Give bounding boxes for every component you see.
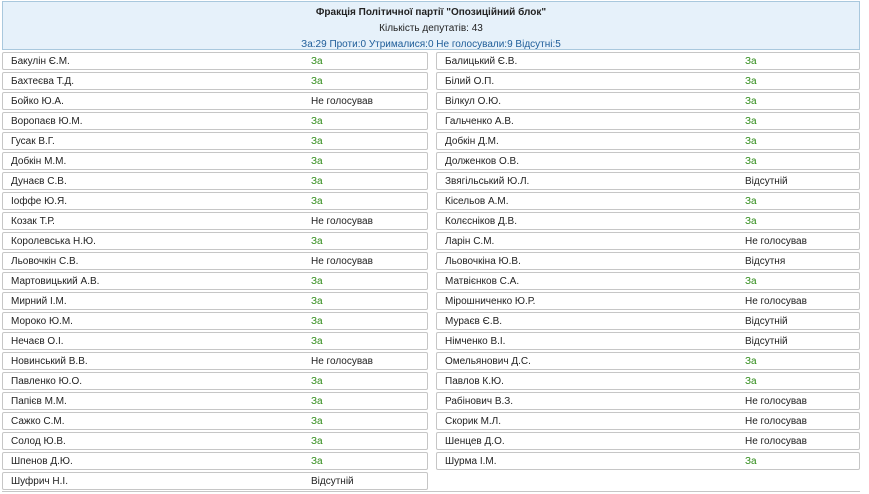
deputy-vote: За — [311, 435, 323, 447]
deputy-row — [436, 52, 860, 70]
deputy-name: Ларін С.М. — [445, 235, 495, 247]
deputy-row — [2, 372, 428, 390]
deputy-row — [436, 332, 860, 350]
faction-header — [2, 1, 860, 50]
deputy-vote: За — [311, 75, 323, 87]
deputy-vote: За — [311, 275, 323, 287]
deputy-vote: Відсутній — [311, 475, 354, 487]
deputy-name: Шурма І.М. — [445, 455, 497, 467]
deputy-name: Шуфрич Н.І. — [11, 475, 68, 487]
deputy-vote: За — [311, 55, 323, 67]
deputy-vote: За — [311, 395, 323, 407]
deputy-count: Кількість депутатів: 43 — [379, 23, 483, 34]
deputy-vote: За — [311, 335, 323, 347]
deputy-vote: За — [745, 95, 757, 107]
deputy-row — [436, 112, 860, 130]
deputy-row — [2, 212, 428, 230]
deputy-row — [436, 92, 860, 110]
deputy-vote: Не голосував — [745, 435, 807, 447]
deputy-name: Мороко Ю.М. — [11, 315, 73, 327]
deputy-name: Бахтеєва Т.Д. — [11, 75, 75, 87]
deputy-row — [2, 432, 428, 450]
deputy-name: Гусак В.Г. — [11, 135, 55, 147]
deputy-row — [2, 312, 428, 330]
deputy-vote: За — [311, 135, 323, 147]
deputy-row — [2, 132, 428, 150]
deputy-row — [436, 452, 860, 470]
deputy-name: Дунаєв С.В. — [11, 175, 67, 187]
deputy-name: Солод Ю.В. — [11, 435, 66, 447]
deputy-name: Білий О.П. — [445, 75, 495, 87]
deputy-name: Бакулін Є.М. — [11, 55, 70, 67]
deputy-row — [2, 412, 428, 430]
deputy-row — [436, 252, 860, 270]
deputy-row — [2, 472, 428, 490]
deputy-row — [436, 272, 860, 290]
deputy-vote: За — [311, 375, 323, 387]
deputy-name: Долженков О.В. — [445, 155, 519, 167]
deputy-vote: За — [745, 275, 757, 287]
deputy-row — [436, 352, 860, 370]
deputy-name: Папієв М.М. — [11, 395, 67, 407]
deputy-name: Німченко В.І. — [445, 335, 506, 347]
deputy-name: Королевська Н.Ю. — [11, 235, 96, 247]
deputy-vote: За — [311, 155, 323, 167]
deputy-name: Колєсніков Д.В. — [445, 215, 517, 227]
deputy-row — [436, 132, 860, 150]
deputy-name: Добкін Д.М. — [445, 135, 499, 147]
deputy-row — [436, 232, 860, 250]
deputy-vote: За — [311, 115, 323, 127]
deputy-vote: Не голосував — [311, 95, 373, 107]
deputy-row — [2, 192, 428, 210]
deputy-row — [436, 372, 860, 390]
deputy-vote: За — [311, 415, 323, 427]
deputy-row — [436, 412, 860, 430]
deputy-name: Рабінович В.З. — [445, 395, 514, 407]
deputy-row — [436, 72, 860, 90]
deputy-name: Мирний І.М. — [11, 295, 67, 307]
deputy-row — [436, 432, 860, 450]
deputy-vote: За — [745, 215, 757, 227]
deputy-vote: Відсутня — [745, 255, 786, 267]
deputy-name: Звягільський Ю.Л. — [445, 175, 530, 187]
deputy-vote: За — [311, 175, 323, 187]
deputy-name: Омельянович Д.С. — [445, 355, 531, 367]
deputy-vote: За — [311, 455, 323, 467]
deputy-name: Воропаєв Ю.М. — [11, 115, 83, 127]
deputy-name: Балицький Є.В. — [445, 55, 518, 67]
deputy-vote: Не голосував — [745, 295, 807, 307]
deputy-row — [2, 52, 428, 70]
deputy-row — [2, 172, 428, 190]
deputy-vote: За — [745, 135, 757, 147]
deputy-vote: За — [745, 195, 757, 207]
deputy-name: Сажко С.М. — [11, 415, 65, 427]
deputy-row — [2, 152, 428, 170]
deputy-name: Вілкул О.Ю. — [445, 95, 502, 107]
deputy-row — [2, 272, 428, 290]
deputy-vote: Не голосував — [311, 215, 373, 227]
deputy-name: Гальченко А.В. — [445, 115, 514, 127]
right-deputy-column — [436, 52, 860, 472]
deputy-vote: Не голосував — [745, 415, 807, 427]
deputy-vote: Не голосував — [311, 355, 373, 367]
deputy-name: Добкін М.М. — [11, 155, 67, 167]
deputy-name: Мірошниченко Ю.Р. — [445, 295, 536, 307]
deputy-row — [2, 452, 428, 470]
deputy-vote: Не голосував — [311, 255, 373, 267]
deputy-row — [2, 72, 428, 90]
deputy-name: Матвієнков С.А. — [445, 275, 520, 287]
deputy-row — [436, 172, 860, 190]
bottom-divider — [2, 491, 860, 492]
deputy-name: Павленко Ю.О. — [11, 375, 83, 387]
deputy-name: Мартовицький А.В. — [11, 275, 100, 287]
deputy-name: Скорик М.Л. — [445, 415, 502, 427]
deputy-vote: Відсутній — [745, 315, 788, 327]
deputy-name: Шпенов Д.Ю. — [11, 455, 73, 467]
deputy-name: Кісельов А.М. — [445, 195, 509, 207]
deputy-row — [2, 232, 428, 250]
deputy-vote: За — [745, 455, 757, 467]
deputy-name: Шенцев Д.О. — [445, 435, 505, 447]
deputy-row — [436, 152, 860, 170]
deputy-name: Льовочкін С.В. — [11, 255, 79, 267]
deputy-vote: Не голосував — [745, 235, 807, 247]
deputy-vote: За — [745, 155, 757, 167]
deputy-name: Льовочкіна Ю.В. — [445, 255, 521, 267]
left-deputy-column — [2, 52, 428, 492]
deputy-name: Іоффе Ю.Я. — [11, 195, 68, 207]
deputy-vote: За — [745, 75, 757, 87]
deputy-row — [2, 292, 428, 310]
deputy-name: Бойко Ю.А. — [11, 95, 64, 107]
deputy-name: Павлов К.Ю. — [445, 375, 504, 387]
deputy-row — [436, 392, 860, 410]
deputy-row — [2, 392, 428, 410]
deputy-vote: За — [311, 235, 323, 247]
deputy-name: Новинський В.В. — [11, 355, 88, 367]
deputy-vote: За — [311, 195, 323, 207]
deputy-vote: Відсутній — [745, 175, 788, 187]
deputy-row — [436, 312, 860, 330]
deputy-row — [2, 332, 428, 350]
deputy-vote: За — [311, 315, 323, 327]
deputy-row — [436, 292, 860, 310]
deputy-vote: Відсутній — [745, 335, 788, 347]
deputy-vote: За — [745, 375, 757, 387]
deputy-row — [2, 252, 428, 270]
deputy-row — [436, 192, 860, 210]
deputy-vote: За — [311, 295, 323, 307]
deputy-row — [436, 212, 860, 230]
deputy-row — [2, 112, 428, 130]
deputy-row — [2, 352, 428, 370]
deputy-name: Нечаєв О.І. — [11, 335, 64, 347]
deputy-vote: За — [745, 55, 757, 67]
deputy-vote: За — [745, 115, 757, 127]
deputy-row — [2, 92, 428, 110]
vote-summary: За:29 Проти:0 Утрималися:0 Не голосували:9 Відсутні:5 — [301, 39, 561, 50]
deputy-vote: За — [745, 355, 757, 367]
deputy-name: Козак Т.Р. — [11, 215, 55, 227]
faction-title: Фракція Політичної партії "Опозиційний блок" — [315, 7, 547, 18]
deputy-vote: Не голосував — [745, 395, 807, 407]
deputy-name: Мураєв Є.В. — [445, 315, 503, 327]
